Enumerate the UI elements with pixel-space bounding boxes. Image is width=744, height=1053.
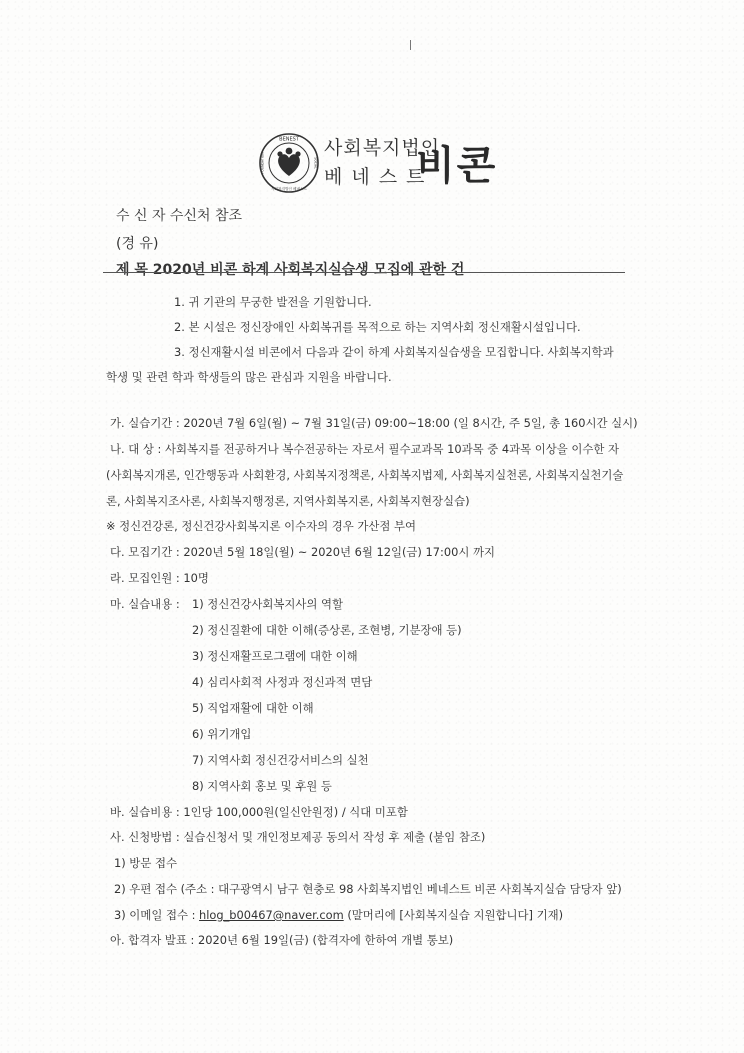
content-item: 8) 지역사회 홍보 및 후원 등 (192, 779, 332, 793)
email-link[interactable]: hlog_b00467@naver.com (199, 908, 344, 922)
subject-underline (103, 272, 625, 273)
section-na-subjects: (사회복지개론, 인간행동과 사회환경, 사회복지정책론, 사회복지법제, 사회복지실천론, 사회복지실천기술 (106, 468, 624, 482)
application-visit: 1) 방문 접수 (114, 856, 177, 870)
recipient-line: 수 신 자 수신처 참조 (116, 208, 242, 224)
section-na-subjects-cont: 론, 사회복지조사론, 사회복지행정론, 지역사회복지론, 사회복지현장실습) (106, 494, 470, 508)
section-ma-label: 마. 실습내용 : (110, 597, 180, 611)
section-na-eligibility: 나. 대 상 : 사회복지를 전공하거나 복수전공하는 자로서 필수교과목 10과목 중 4과목 이상을 이수한 자 (110, 442, 620, 456)
content-item: 1) 정신건강사회복지사의 역할 (192, 597, 343, 611)
intro-paragraph-3-cont: 학생 및 관련 학과 학생들의 많은 관심과 지원을 바랍니다. (106, 370, 392, 384)
section-ga-period: 가. 실습기간 : 2020년 7월 6일(월) ~ 7월 31일(금) 09:00~18:00 (일 8시간, 주 5일, 총 160시간 실시) (110, 416, 638, 430)
application-email (114, 907, 563, 923)
application-email-note: (말머리에 [사회복지실습 지원합니다] 기재) (343, 908, 564, 922)
scan-mark (410, 40, 411, 50)
content-item: 2) 정신질환에 대한 이해(증상론, 조현병, 기분장애 등) (192, 623, 462, 637)
seal-text-top: BENEST (279, 136, 299, 143)
seal-text-bottom: 사회복지법인 베네스트 (271, 187, 307, 191)
section-da-recruit-period: 다. 모집기간 : 2020년 5월 18일(월) ~ 2020년 6월 12일(금) 17:00시 까지 (110, 545, 495, 559)
content-item: 7) 지역사회 정신건강서비스의 실천 (192, 753, 369, 767)
bonus-note: ※ 정신건강론, 정신건강사회복지론 이수자의 경우 가산점 부여 (106, 519, 416, 533)
application-email-label: 3) 이메일 접수 : (114, 908, 200, 922)
content-item: 5) 직업재활에 대한 이해 (192, 701, 314, 715)
section-ba-cost: 바. 실습비용 : 1인당 100,000원(일신안원정) / 식대 미포함 (110, 805, 408, 819)
intro-paragraph-1: 1. 귀 기관의 무궁한 발전을 기원합니다. (174, 295, 372, 309)
via-line: (경 유) (116, 236, 159, 252)
intro-paragraph-3: 3. 정신재활시설 비콘에서 다음과 같이 하계 사회복지실습생을 모집합니다. 사회복지학과 (174, 345, 614, 359)
letterhead (258, 128, 498, 198)
seal-text-left: FOUNDATION (260, 152, 265, 174)
section-sa-application: 사. 신청방법 : 실습신청서 및 개인정보제공 동의서 작성 후 제출 (붙임 참조) (110, 830, 486, 844)
section-ra-headcount: 라. 모집인원 : 10명 (110, 571, 209, 585)
subject-line: 제 목 2020년 비콘 하계 사회복지실습생 모집에 관한 건 (116, 262, 465, 278)
foundation-seal-logo (258, 132, 320, 194)
brand-name: 비콘 (416, 143, 498, 189)
application-mail: 2) 우편 접수 (주소 : 대구광역시 남구 현충로 98 사회복지법인 베네스트 비콘 사회복지실습 담당자 앞) (114, 882, 622, 896)
content-item: 6) 위기개입 (192, 727, 252, 741)
section-a-announcement: 아. 합격자 발표 : 2020년 6월 19일(금) (합격자에 한하여 개별 통보) (110, 933, 454, 947)
seal-text-right: SOCIAL (313, 157, 318, 169)
org-subname: 베네스트 (324, 166, 434, 188)
intro-paragraph-2: 2. 본 시설은 정신장애인 사회복귀를 목적으로 하는 지역사회 정신재활시설입니다. (174, 320, 581, 334)
content-item: 4) 심리사회적 사정과 정신과적 면담 (192, 675, 373, 689)
org-name: 사회복지법인 (324, 137, 441, 159)
content-item: 3) 정신재활프로그램에 대한 이해 (192, 649, 358, 663)
